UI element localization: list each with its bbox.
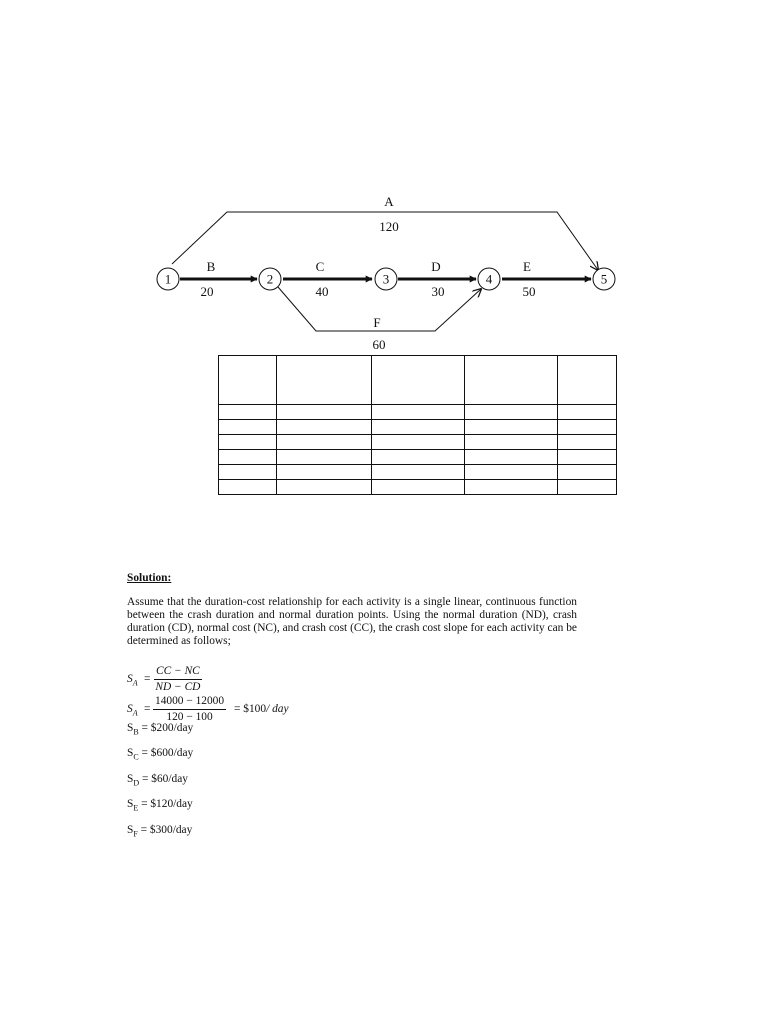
table-cell — [219, 405, 277, 420]
table-cell — [219, 356, 277, 405]
table-row — [219, 435, 617, 450]
node-3-label: 3 — [382, 271, 390, 287]
activity-f-duration: 60 — [372, 337, 386, 352]
table-header-row — [219, 356, 617, 405]
node-1 — [157, 268, 179, 290]
table-cell — [219, 450, 277, 465]
table-row — [219, 405, 617, 420]
table-cell — [558, 480, 617, 495]
table-cell — [277, 356, 372, 405]
table-cell — [372, 435, 465, 450]
table-cell — [277, 450, 372, 465]
table-cell — [219, 420, 277, 435]
formula-denominator: ND − CD — [155, 681, 201, 693]
slope-b: $S_B$ = $200/day — [127, 722, 194, 737]
activity-a-duration: 120 — [379, 219, 399, 234]
table-cell — [219, 435, 277, 450]
activity-f-label: F — [373, 315, 381, 330]
table-cell — [372, 405, 465, 420]
slope-d: $S_D$ = $60/day — [127, 773, 188, 788]
node-2-label: 2 — [266, 271, 274, 287]
activity-c-label: C — [315, 259, 325, 274]
slope-f: $S_F$ = $300/day — [127, 824, 193, 839]
calc-lhs: $S_A$ — [127, 703, 138, 718]
table-cell — [558, 435, 617, 450]
activity-b-label: B — [206, 259, 216, 274]
activity-d-duration: 30 — [431, 284, 445, 299]
table-cell — [277, 435, 372, 450]
table-cell — [372, 480, 465, 495]
solution-heading: Solution: — [127, 572, 172, 584]
activity-a-label: A — [384, 194, 394, 209]
table-cell — [372, 450, 465, 465]
slope-e: $S_E$ = $120/day — [127, 798, 193, 813]
calc-fraction — [153, 695, 226, 724]
activity-d-label: D — [431, 259, 441, 274]
table-cell — [465, 420, 558, 435]
activity-e-duration: 50 — [522, 284, 536, 299]
table-cell — [277, 465, 372, 480]
table-row — [219, 420, 617, 435]
formula-equals: = — [144, 673, 151, 685]
activity-b-duration: 20 — [200, 284, 214, 299]
table-cell — [558, 356, 617, 405]
slope-formula — [127, 665, 327, 697]
table-cell — [465, 435, 558, 450]
table-cell — [558, 405, 617, 420]
slope-calculation-a — [127, 695, 387, 725]
table-cell — [219, 465, 277, 480]
table-cell — [465, 465, 558, 480]
table-cell — [465, 356, 558, 405]
table-cell — [465, 405, 558, 420]
table-row — [219, 465, 617, 480]
table-cell — [465, 450, 558, 465]
node-5 — [593, 268, 615, 290]
table-cell — [558, 450, 617, 465]
slope-c: $S_C$ = $600/day — [127, 747, 194, 762]
table-cell — [372, 356, 465, 405]
calc-equals: = — [144, 703, 151, 715]
table-cell — [277, 480, 372, 495]
formula-numerator: CC − NC — [154, 665, 202, 680]
table-cell — [558, 420, 617, 435]
activity-e-label: E — [523, 259, 531, 274]
node-3 — [375, 268, 397, 290]
activity-c-duration: 40 — [315, 284, 329, 299]
table-cell — [219, 480, 277, 495]
formula-fraction — [154, 665, 202, 694]
solution-section — [127, 572, 577, 839]
table-cell — [558, 465, 617, 480]
calc-denominator: 120 − 100 — [166, 711, 213, 723]
activity-data-table — [218, 355, 617, 495]
node-1-label: 1 — [164, 271, 172, 287]
solution-paragraph: Assume that the duration-cost relationship for each activity is a single linear, continuous function between the crash duration and normal duration points. Using the normal duration (ND), crash duration (CD), normal cost (NC), and crash cost (CC), the crash cost slope for each activity can be determined as follows; — [127, 596, 577, 647]
table-cell — [277, 420, 372, 435]
calc-result: = $100/ day — [234, 703, 289, 715]
network-diagram — [0, 0, 768, 360]
table-cell — [465, 480, 558, 495]
table-cell — [372, 420, 465, 435]
node-4-label: 4 — [485, 271, 493, 287]
formula-lhs: $S_A$ — [127, 673, 138, 688]
table-cell — [372, 465, 465, 480]
node-4 — [478, 268, 500, 290]
table-row — [219, 450, 617, 465]
table-row — [219, 480, 617, 495]
table-cell — [277, 405, 372, 420]
node-2 — [259, 268, 281, 290]
calc-numerator: 14000 − 12000 — [153, 695, 226, 710]
node-5-label: 5 — [600, 271, 608, 287]
